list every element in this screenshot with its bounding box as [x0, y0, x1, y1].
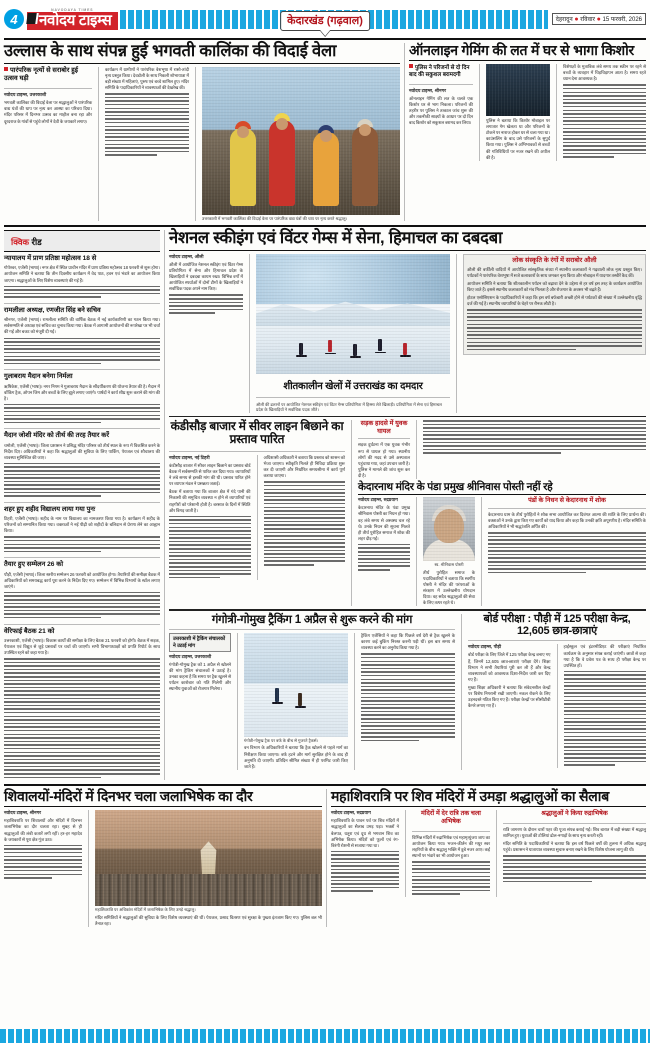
story-byline: नवोदय टाइम्स, उत्तरकाशी: [4, 92, 47, 98]
footer-stripes: [0, 1029, 650, 1043]
quick-read-item[interactable]: [4, 628, 160, 781]
bottom-right-col-1: [331, 810, 399, 897]
story-body-3: रात्रि जागरण के दौरान चारों पहर की पूजा संपन्न कराई गई। शिव बारात में बड़ी संख्या में श्रद्धालु शामिल हुए। युवाओं की टोलियां ढोल-नगाड़ों के साथ नृत्य करती रहीं।: [503, 827, 646, 839]
item-headline: गुलाबराय मैदान बनेगा निर्मला: [4, 373, 73, 381]
story-filler-lines: [563, 84, 646, 159]
story-headline: बोर्ड परीक्षा : पौड़ी में 125 परीक्षा केन्द्र, 12,605 छात्र-छात्राएं: [483, 612, 631, 637]
item-body: पौड़ी, एजेंसी (भाषा)। जिला स्तरीय सम्मेलन 26 फरवरी को आयोजित होगा। तैयारियों की समीक्षा बैठक में अधिकारियों को समयबद्ध कार्य पूरा करने के निर्देश दिए गए। सम्मेलन में विभिन्न विभागों के स्टॉल लगाए जाएंगे।: [4, 571, 160, 589]
item-body: ऋषिकेश, एजेंसी (भाषा)। नगर निगम ने गुलाबराय मैदान के सौंदर्यीकरण की योजना तैयार की है। मैदान में वॉकिंग ट्रैक, ओपन जिम और बच्चों के लिए झूले लगाए जाएंगे। पार्षदों ने कार्य शीघ्र शुरू कराने की मांग की है।: [4, 383, 160, 401]
item-filler-lines: [4, 463, 160, 497]
story-body-2: कार्यक्रम में ग्रामीणों ने पारंपरिक वेशभूषा में रासो-तांदी नृत्य प्रस्तुत किया। देवडोली के साथ निकली शोभायात्रा में बड़ी संख्या में महिलाएं, पुरुष एवं बच्चे शामिल हुए। मंदिर समिति के पदाधिकारियों ने व्यवस्थाओं की देखरेख की।: [105, 66, 189, 91]
ski-sidebar-box: [463, 254, 646, 355]
portrait-caption: स्व. श्रीनिवास पोस्ती: [434, 562, 464, 568]
dateline-separator-1: ●: [574, 16, 579, 23]
sidebar-body: केदारनाथ धाम के तीर्थ पुरोहितों ने शोक सभा आयोजित कर दिवंगत आत्मा की शांति के लिए प्रार्थना की। वक्ताओं ने उनके द्वारा किए गए कार्यों को याद किया और कहा कि उनकी क्षति अपूरणीय है। मंदिर समिति के अधिकारियों ने भी श्रद्धांजलि अर्पित की।: [488, 512, 646, 530]
item-filler-lines: [4, 286, 160, 298]
dateline-date: 15 फरवरी, 2026: [602, 17, 642, 23]
story-filler-lines: [169, 294, 243, 316]
sidebar-headline: लोक संस्कृति के रंगों में सराबोर औली: [512, 256, 597, 264]
story-mahashivratri: [331, 789, 646, 927]
story-body-3: हाईस्कूल एवं इंटरमीडिएट की परीक्षाएं निर्धारित कार्यक्रम के अनुसार संपन्न कराई जाएंगी। छात्रों से कहा गया है कि वे प्रवेश पत्र के साथ ही परीक्षा केन्द्र पर उपस्थित हों।: [563, 644, 646, 668]
dateline-separator-2: ●: [596, 16, 601, 23]
filler-lines: [4, 845, 82, 881]
flag-icon: [26, 13, 39, 24]
item-filler-lines: [4, 338, 160, 365]
item-headline: मैदान जोशी मंदिर को तीर्थ की तरह तैयार करें: [4, 432, 110, 440]
story-body-1: गंगोत्री-गोमुख ट्रैक को 1 अप्रैल से खोलने की मांग ट्रैकिंग संचालकों ने उठाई है। उनका कहना है कि समय पर ट्रैक खुलने से पर्यटन कारोबार को गति मिलेगी और स्थानीय युवाओं को रोजगार मिलेगा।: [169, 662, 231, 692]
story-byline: नवोदय टाइम्स, पौड़ी: [468, 644, 502, 650]
story-kicker: पारंपरिक नृत्यों से सराबोर हुई उत्सव घड़ी: [4, 67, 92, 83]
story-kicker: पुलिस ने परिजनों से दो दिन बाद की सकुशल बरामदगी: [409, 64, 473, 79]
sidebar-body-3: होटल एसोसिएशन के पदाधिकारियों ने कहा कि इस वर्ष बर्फबारी अच्छी होने से पर्यटकों की संख्या में उल्लेखनीय वृद्धि दर्ज की गई है। स्थानीय व्यापारियों के चेहरे पर रौनक लौटी है।: [467, 295, 642, 307]
temple-crowd-photo: [95, 810, 322, 906]
dancer-figure-3: [313, 132, 339, 206]
ski-sidebar: [463, 254, 646, 413]
filler-lines: [423, 420, 646, 456]
filler-lines: [564, 671, 647, 768]
item-headline: तैयार हुए सम्मेलन 26 को: [4, 561, 64, 569]
story-online-gaming: [409, 43, 646, 221]
board-col-2: [564, 644, 647, 767]
temple-portrait-column: [423, 497, 475, 606]
sidebar-filler-lines: [467, 309, 642, 350]
story-body-3: अधिशासी अधिकारी ने बताया कि प्रस्ताव को शासन को भेजा जाएगा। स्वीकृति मिलते ही निविदा प्रक्रिया शुरू कर दी जाएगी और निर्धारित समयसीमा में कार्य पूर्ण कराया जाएगा।: [263, 454, 345, 479]
filler-lines: [331, 851, 399, 894]
item-filler-lines: [4, 658, 160, 778]
item-headline: न्यायालय में प्राण प्रतिष्ठा महोत्सव 18 से: [4, 255, 97, 263]
story-body-1: केदारनाथ मंदिर के पंडा प्रमुख श्रीनिवास पोस्ती का निधन हो गया। वह लंबे समय से अस्वस्थ चल रहे थे। उनके निधन की सूचना मिलते ही तीर्थ पुरोहित समाज में शोक की लहर दौड़ गई।: [358, 505, 410, 541]
middle-section: [0, 227, 650, 780]
bottom-right-col-2: [412, 810, 490, 897]
story-filler-lines: [169, 516, 251, 581]
text-column-3: [563, 64, 646, 161]
filler-lines: [361, 653, 455, 743]
story-body-1: भगवती कालिंका की विदाई वेला पर श्रद्धालुओं ने पारंपरिक वाद्य यंत्रों की थाप पर नृत्य कर आस्था का परिचय दिया। मंदिर परिसर में दिनभर उत्सव का माहौल बना रहा और दूरदराज के गांवों से पहुंचे लोगों ने देवी के जयकारे लगाए।: [4, 100, 92, 124]
item-filler-lines: [4, 536, 160, 552]
kicker-column: [409, 64, 473, 161]
story-filler-lines: [105, 93, 189, 158]
photo-caption: महाशिवरात्रि पर अधिकांश मंदिरों में जलाभिषेक के लिए उमड़े श्रद्धालु।: [95, 907, 196, 913]
filler-lines: [358, 544, 410, 573]
story-body-2: पुलिस ने बताया कि किशोर मोबाइल पर लगातार गेम खेलता था और परिजनों के टोकने पर नाराज होकर घर से चला गया था। काउंसलिंग के बाद उसे परिजनों के सुपुर्द किया गया। पुलिस ने अभिभावकों से बच्चों की गतिविधियों पर नजर रखने की अपील की है।: [486, 118, 550, 160]
story-jalabhishek: [4, 789, 322, 927]
story-board-exam: [468, 614, 646, 770]
dateline-day: रविवार: [580, 17, 595, 23]
story-body-1: महाशिवरात्रि के पावन पर्व पर शिव मंदिरों में श्रद्धालुओं का सैलाब उमड़ पड़ा। भक्तों ने बेलपत्र, धतूरा एवं दूध से भगवान शिव का अभिषेक किया। मंदिरों को फूलों एवं रंग-बिरंगी रोशनी से सजाया गया था।: [331, 818, 399, 848]
story-byline: नवोदय टाइम्स, श्रीनगर: [4, 810, 42, 816]
quick-read-item[interactable]: [4, 307, 160, 366]
board-col-1: [468, 644, 551, 767]
ski-photo-column: [256, 254, 450, 413]
story-byline: नवोदय टाइम्स, रुद्रप्रयाग: [358, 497, 398, 503]
quick-read-tag-band: [4, 230, 160, 252]
temple-block: [358, 420, 646, 606]
item-filler-lines: [4, 404, 160, 423]
quick-read-tag-text: रीड: [31, 237, 42, 248]
story-byline: नवोदय टाइम्स, औली: [169, 253, 204, 259]
photo-column: [486, 64, 550, 161]
story-body-1: ऑनलाइन गेमिंग की लत के चलते एक किशोर घर से भाग निकला। परिजनों की तहरीर पर पुलिस ने तत्काल जांच शुरू की और तकनीकी साक्ष्यों के आधार पर दो दिन बाद किशोर को सकुशल बरामद कर लिया।: [409, 96, 473, 126]
story-body-3: विशेषज्ञों के मुताबिक लंबे समय तक स्क्रीन पर रहने से बच्चों के व्यवहार में चिड़चिड़ापन आता है। समय रहते ध्यान देना आवश्यक है।: [563, 64, 646, 82]
story-headline: कंडीसौड़ बाजार में सीवर लाइन बिछाने का प्रस्ताव पारित: [170, 419, 344, 447]
story-filler-lines-2: [264, 481, 346, 567]
story-body-1: महाशिवरात्रि पर शिवालयों और मंदिरों में दिनभर जलाभिषेक का दौर चलता रहा। सुबह से ही श्रद्धालुओं की लंबी कतारें लगी रहीं। हर-हर महादेव के जयकारों से पूरा क्षेत्र गूंज उठा।: [4, 818, 82, 842]
photo-column: [202, 67, 400, 221]
sewer-col-1: [169, 455, 251, 580]
sidebar-headline: पंडों के निधन से केदारनाथ में शोक: [528, 497, 606, 505]
dancer-figure-4: [352, 126, 378, 206]
middle-main: [169, 230, 646, 780]
sewer-extra-lines: [423, 420, 646, 479]
item-body: श्रीनगर, एजेंसी (भाषा)। रामलीला समिति की वार्षिक बैठक में नई कार्यकारिणी का गठन किया गया। सर्वसम्मति से अध्यक्ष एवं सचिव का चुनाव किया गया। बैठक में आगामी आयोजनों की रूपरेखा पर भी चर्चा की गई और बजट को मंजूरी दी गई।: [4, 317, 160, 335]
trek-col-3: [361, 633, 455, 770]
trek-col-1: [169, 633, 231, 770]
story-sub-2: श्रद्धालुओं ने किया रुद्राभिषेक: [541, 810, 608, 818]
story-byline: नवोदय टाइम्स, उत्तरकाशी: [169, 654, 212, 660]
story-gangotri-trek: [169, 614, 455, 770]
story-headline: नेशनल स्कीइंग एवं विंटर गेम्स में सेना, हिमाचल का दबदबा: [169, 230, 646, 251]
story-body-2: मंदिर समितियों ने श्रद्धालुओं की सुविधा के लिए विशेष व्यवस्थाएं की थीं। पेयजल, प्रसाद वितरण एवं सुरक्षा के पुख्ता इंतजाम किए गए। पुलिस बल भी तैनात रहा।: [95, 914, 322, 926]
photo-caption: औली की ढलानों पर आयोजित नेशनल स्कीइंग एवं विंटर गेम्स प्रतियोगिता में हिस्सा लेते खिलाड़ी। प्रतियोगिता में सेना एवं हिमाचल प्रदेश के खिलाड़ियों ने सर्वाधिक पदक जीते।: [256, 401, 442, 413]
story-body-1: कंडीसौड़ बाजार में सीवर लाइन बिछाने का प्रस्ताव बोर्ड बैठक में सर्वसम्मति से पारित कर दिया गया। व्यापारियों ने लंबे समय से इसकी मांग की थी। प्रस्ताव पारित होने पर व्यापार मंडल ने प्रसन्नता जताई।: [169, 462, 251, 487]
sidebar-body: सड़क दुर्घटना में एक युवक गंभीर रूप से घायल हो गया। स्थानीय लोगों की मदद से उसे अस्पताल पहुंचाया गया, जहां उपचार जारी है। पुलिस ने मामले की जांच शुरू कर दी है।: [358, 442, 410, 478]
story-sub-1: मंदिरों में देर रात्रि तक चला अभिषेक: [421, 810, 481, 826]
story-national-skiing: [169, 230, 646, 412]
quick-read-sidebar: [4, 230, 160, 780]
top-section: [0, 40, 650, 221]
dateline: [552, 13, 646, 25]
filler-lines: [503, 855, 646, 884]
logo-title-text: नवोदय टाइम्स: [39, 11, 112, 29]
quick-read-item[interactable]: [4, 255, 160, 300]
story-headline: ऑनलाइन गेमिंग की लत में घर से भागा किशोर: [409, 43, 646, 61]
temple-col-1: [358, 497, 410, 606]
item-filler-lines: [4, 592, 160, 619]
ski-text-column: [169, 254, 243, 413]
story-body-3: ट्रैकिंग एजेंसियों ने कहा कि पिछले वर्ष देरी से ट्रैक खुलने के कारण कई बुकिंग निरस्त करनी पड़ी थीं। इस बार समय से व्यवस्था करने का अनुरोध किया गया है।: [361, 633, 455, 651]
newspaper-logo[interactable]: [27, 8, 118, 31]
item-headline: शहर हुए शहीद विद्यालय लाया गया पुनः: [4, 505, 96, 513]
story-body-2: वन विभाग के अधिकारियों ने बताया कि ट्रैक खोलने से पहले मार्ग का निरीक्षण किया जाएगा। बर्फ हटने और मार्ग सुरक्षित होने के बाद ही अनुमति दी जाएगी। प्रतिदिन सीमित संख्या में ही परमिट जारी किए जाते हैं।: [244, 745, 348, 769]
folk-dance-photo: [202, 67, 400, 215]
item-body: गोपेश्वर, एजेंसी (भाषा)। नगर क्षेत्र में स्थित प्राचीन मंदिर में प्राण प्रतिष्ठा महोत्सव 18 फरवरी से शुरू होगा। आयोजन समिति ने बताया कि तीन दिवसीय कार्यक्रम में वेद पाठ, हवन एवं भंडारे का आयोजन किया जाएगा। श्रद्धालुओं के लिए विशेष व्यवस्थाएं की गई हैं।: [4, 265, 160, 283]
story-byline: नवोदय टाइम्स, रुद्रप्रयाग: [331, 810, 371, 816]
masthead: [0, 0, 650, 38]
sidebar-body-2: आयोजन समिति ने बताया कि शीतकालीन पर्यटन को बढ़ावा देने के उद्देश्य से हर वर्ष इस तरह के कार्यक्रम आयोजित किए जाते हैं। इससे स्थानीय कलाकारों को मंच मिलता है और रोजगार के अवसर भी बढ़ते हैं।: [467, 280, 642, 292]
sewer-sidebar: [358, 420, 410, 479]
bottom-left-photo-column: [95, 810, 322, 927]
story-headline: शिवालयों-मंदिरों में दिनभर चला जलाभिषेक का दौर: [4, 789, 322, 807]
sewer-temple-row: [169, 420, 646, 606]
sidebar-body-1: औली की बर्फीली वादियों में आयोजित सांस्कृतिक संध्या में स्थानीय कलाकारों ने गढ़वाली लोक नृत्य प्रस्तुत किए। पर्यटकों ने पारंपरिक वेशभूषा में सजे कलाकारों के साथ जमकर नृत्य किया और मोबाइल में यादगार तस्वीरें कैद कीं।: [467, 266, 642, 278]
story-body-2: बैठक में बताया गया कि बाजार क्षेत्र में गंदे पानी की निकासी की समुचित व्यवस्था न होने से व्यापारियों एवं राहगीरों को परेशानी होती है। बरसात के दिनों में स्थिति और बिगड़ जाती है।: [169, 489, 251, 513]
quick-read-item[interactable]: [4, 373, 160, 425]
story-body-4: मंदिर समिति के पदाधिकारियों ने बताया कि इस वर्ष पिछले वर्षों की तुलना में अधिक श्रद्धालु पहुंचे। प्रशासन ने यातायात व्यवस्था सुचारु बनाए रखने के लिए विशेष योजना लागू की थी।: [503, 841, 646, 853]
bottom-right-col-3: [503, 810, 646, 897]
item-body: टिहरी, एजेंसी (भाषा)। शहीद के नाम पर विद्यालय का नामकरण किया गया है। कार्यक्रम में शहीद के परिजनों को सम्मानित किया गया। वक्ताओं ने नई पीढ़ी को शहीदों के बलिदान से प्रेरणा लेने का आह्वान किया।: [4, 516, 160, 534]
story-headline: महाशिवरात्रि पर शिव मंदिरों में उमड़ा श्रद्धालुओं का सैलाब: [331, 789, 646, 807]
trek-photo-column: [244, 633, 348, 770]
temple-story-headline: केदारनाथ मंदिर के पंडा प्रमुख श्रीनिवास पोस्ती नहीं रहे: [358, 482, 646, 495]
story-headline: उल्लास के साथ संपन्न हुई भगवती कालिंका की विदाई वेला: [4, 43, 400, 64]
skiing-photo: [256, 254, 450, 374]
sewer-col-2: [264, 455, 346, 580]
bottom-left-col-1: [4, 810, 82, 927]
dancer-figure-1: [230, 128, 256, 206]
story-body-1: बोर्ड परीक्षा के लिए जिले में 125 परीक्षा केन्द्र बनाए गए हैं, जिनमें 12,605 छात्र-छात्राएं परीक्षा देंगे। शिक्षा विभाग ने सभी तैयारियां पूरी कर ली हैं और केन्द्र व्यवस्थापकों को आवश्यक दिशा-निर्देश जारी कर दिए गए हैं।: [468, 652, 551, 682]
quick-read-tag: [7, 236, 48, 249]
quick-read-item[interactable]: [4, 432, 160, 498]
filler-lines: [488, 532, 646, 575]
filler-lines: [412, 861, 490, 897]
item-body: चमोली, एजेंसी (भाषा)। जिला प्रशासन ने प्रसिद्ध मंदिर परिसर को तीर्थ स्थल के रूप में विकसित करने के निर्देश दिए। अधिकारियों ने कहा कि श्रद्धालुओं की सुविधा के लिए पार्किंग, पेयजल एवं शौचालय की व्यवस्था सुनिश्चित की जाए।: [4, 442, 160, 460]
dancer-figure-2: [269, 120, 295, 206]
story-kalinka-vidai: [4, 43, 400, 221]
story-kicker: उत्तरकाशी में ट्रैकिंग संचालकों ने उठाई मांग: [169, 633, 231, 652]
quick-read-item[interactable]: [4, 561, 160, 620]
left-text-column: [4, 67, 92, 221]
mid-text-column: [105, 67, 189, 221]
logo-title: [27, 12, 118, 31]
story-body-2: मुख्य शिक्षा अधिकारी ने बताया कि संवेदनशील केन्द्रों पर विशेष निगरानी रखी जाएगी। नकल रोकने के लिए उड़नदस्ते गठित किए गए हैं। परीक्षा केन्द्रों पर सीसीटीवी कैमरे लगाए गए हैं।: [468, 684, 551, 709]
story-byline: नवोदय टाइम्स, नई टिहरी: [169, 454, 210, 460]
dateline-city: देहरादून: [555, 17, 573, 23]
story-body-1: औली में आयोजित नेशनल स्कीइंग एवं विंटर गेम्स प्रतियोगिता में सेना और हिमाचल प्रदेश के खिलाड़ियों ने दबदबा कायम रखा। विभिन्न वर्गों में आयोजित स्पर्धाओं में दोनों टीमों के खिलाड़ियों ने सर्वाधिक पदक अपने नाम किए।: [169, 261, 243, 292]
page-number-badge: 4: [4, 9, 24, 29]
trek-board-row: [169, 614, 646, 770]
story-headline: गंगोत्री-गोमुख ट्रैकिंग 1 अप्रैल से शुरू करने की मांग: [211, 613, 413, 626]
item-body: उत्तरकाशी, एजेंसी (भाषा)। विकास कार्यों की समीक्षा के लिए बैठक 21 फरवरी को होगी। बैठक में सड़क, पेयजल एवं विद्युत से जुड़े प्रस्तावों पर चर्चा की जाएगी। सभी विभागाध्यक्षों को प्रगति रिपोर्ट के साथ उपस्थित रहने को कहा गया है।: [4, 637, 160, 655]
sewer-sidebar-row: [358, 420, 646, 479]
photo-caption-head: शीतकालीन खेलों में उत्तराखंड का दमदार: [283, 380, 423, 392]
quick-read-item[interactable]: [4, 506, 160, 554]
photo-caption: गंगोत्री-गोमुख ट्रैक पर बर्फ के बीच से गुजरते ट्रैकर्स।: [244, 738, 319, 744]
priest-portrait-photo: [423, 497, 475, 561]
quick-read-tag-accent: क्विक: [11, 237, 30, 248]
bottom-section: [0, 786, 650, 927]
edition-tag: केदारखंड (गढ़वाल): [280, 11, 370, 31]
story-sewer-line: [169, 420, 345, 606]
item-headline: रामलीला अध्यक्ष, रणजीत सिंह बने सचिव: [4, 307, 101, 315]
story-body-2: विभिन्न मंदिरों में रुद्राभिषेक एवं महामृत्युंजय जाप का आयोजन किया गया। भजन-कीर्तन की मधुर स्वर लहरियों के बीच श्रद्धालु भक्ति में डूबे नजर आए। कई स्थानों पर भंडारे का भी आयोजन हुआ।: [412, 834, 490, 859]
sidebar-headline: सड़क हादसे में युवक घायल: [360, 420, 408, 435]
trekking-photo: [244, 633, 348, 737]
temple-sidebar: [488, 497, 646, 606]
gaming-photo: [486, 64, 550, 116]
story-byline: नवोदय टाइम्स, श्रीनगर: [409, 88, 447, 94]
logo-kicker-text: NAVODAYA TIMES: [51, 7, 94, 12]
item-headline: वेरिफाई बैठक 21 को: [4, 627, 55, 635]
photo-caption: उत्तरकाशी में भगवती कालिंका की विदाई वेला पर पारंपरिक वाद्य यंत्रों की थाप पर नृत्य करते श्रद्धालु।: [202, 215, 348, 221]
story-body-2: तीर्थ पुरोहित समाज के पदाधिकारियों ने बताया कि स्वर्गीय पोस्ती ने मंदिर की परंपराओं के संरक्षण में उल्लेखनीय योगदान दिया। वह सदैव श्रद्धालुओं की सेवा के लिए तत्पर रहते थे।: [423, 569, 475, 606]
